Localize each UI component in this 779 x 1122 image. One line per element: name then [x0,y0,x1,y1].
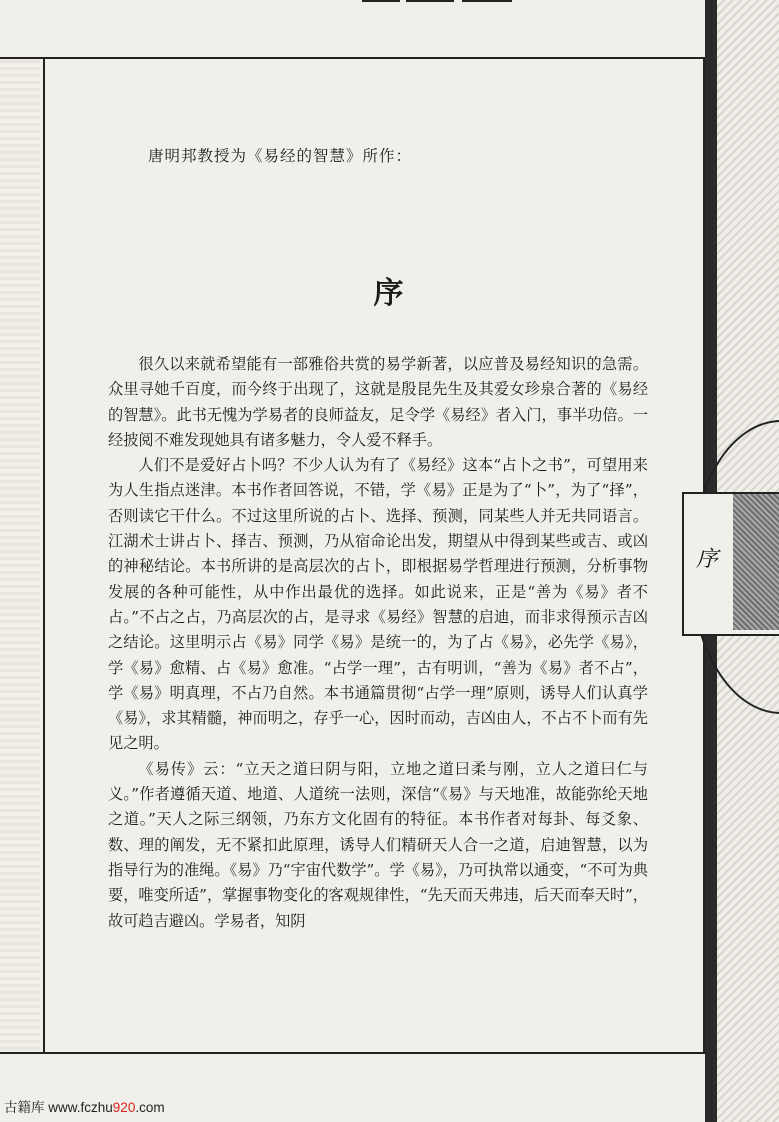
side-tab-label: 序 [695,547,718,572]
footer-watermark [4,1096,165,1116]
footer-url: www.fczhu920.com [48,1100,165,1115]
paragraph: 很久以来就希望能有一部雅俗共赏的易学新著，以应普及易经知识的急需。众里寻她千百度，而今终于出现了，这就是殷昆先生及其爱女珍泉合著的《易经的智慧》。此书无愧为学易者的良师益友，足令学《易经》者入门，事半功倍。一经披阅不难发现她具有诸多魅力，令人爱不释手。 [108,355,648,449]
paragraph: 《易传》云：“立天之道曰阴与阳，立地之道曰柔与刚，立人之道曰仁与义。”作者遵循天道、地道、人道统一法则，深信“《易》与天地准，故能弥纶天地之道。”天人之际三纲领，乃东方文化固有的特征。本书作者对每卦、每爻象、数、理的阐发，无不紧扣此原理，诱导人们精研天人合一之道，启迪智慧，以为指导行为的准绳。《易》乃“宇宙代数学”。学《易》，乃可执常以通变，“不可为典要，唯变所适”，掌握事物变化的客观规律性，“先天而天弗违，后天而奉天时”，故可趋吉避凶。学易者，知阴 [108,759,648,930]
paragraph: 人们不是爱好占卜吗？不少人认为有了《易经》这本“占卜之书”，可望用来为人生指点迷津。本书作者回答说，不错，学《易》正是为了“卜”，为了“择”，否则读它干什么。不过这里所说的占卜、选择、预测，同某些人并无共同语言。江湖术士讲占卜、择吉、预测，乃从宿命论出发，期望从中得到某些或吉、或凶的神秘结论。本书所讲的是高层次的占卜，即根据易学哲理进行预测，分析事物发展的各种可能性，从中作出最优的选择。如此说来，正是“善为《易》者不占。”不占之占，乃高层次的占，是寻求《易经》智慧的启迪，而非求得预示吉凶之结论。这里明示占《易》同学《易》是统一的，为了占《易》，必先学《易》，学《易》愈精、占《易》愈准。“占学一理”，古有明训，“善为《易》者不占”，学《易》明真理，不占乃自然。本书通篇贯彻“占学一理”原则，诱导人们认真学《易》，求其精髓，神而明之，存乎一心，因时而动，吉凶由人，不占不卜而有先见之明。 [108,456,648,753]
side-tab-shade [733,494,779,630]
left-margin-texture [0,60,40,1050]
footer-url-number: 920 [112,1100,136,1115]
frame-bottom-line [0,1052,705,1054]
footer-site-name: 古籍库 [4,1100,45,1115]
page-title: 序 [373,276,406,311]
top-marks [362,0,512,2]
dedication-line: 唐明邦教授为《易经的智慧》所作： [148,147,413,165]
frame-top-line [0,57,705,59]
body-text [108,352,648,934]
frame-left-line [43,57,45,1054]
